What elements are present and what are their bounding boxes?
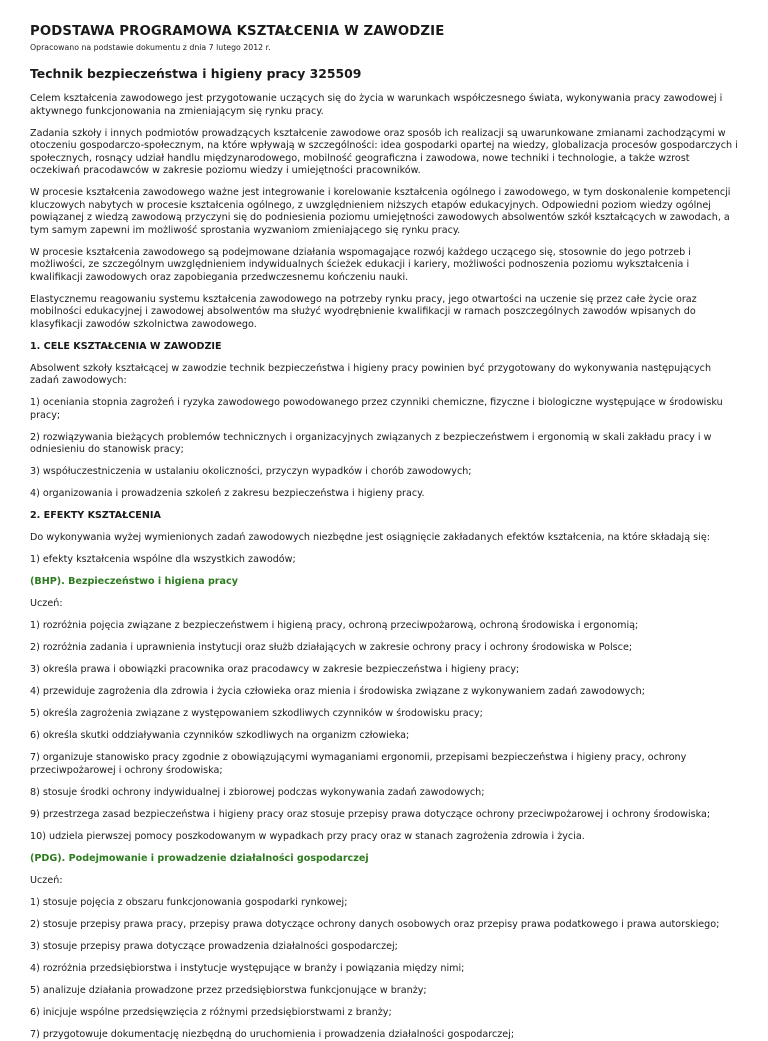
bhp-list-item: 9) przestrzega zasad bezpieczeństwa i higieny pracy oraz stosuje przepisy prawa dotyczące ochrony przeciwpożarowej i ochrony środowiska; [30,809,738,822]
intro-paragraph: Elastycznemu reagowaniu systemu kształcenia zawodowego na potrzeby rynku pracy, jego otwartości na uczenie się przez całe życie oraz mobilności edukacyjnej i zawodowej absolwentów ma służyć wyodrębnienie kwalifikacji w ramach poszczególnych zawodów wpisanych do klasyfikacji zawodów szkolnictwa zawodowego. [30,294,738,332]
pdg-list-item: 1) stosuje pojęcia z obszaru funkcjonowania gospodarki rynkowej; [30,897,738,910]
document-source-note: Opracowano na podstawie dokumentu z dnia 7 lutego 2012 r. [30,43,738,52]
pdg-list-item: 3) stosuje przepisy prawa dotyczące prowadzenia działalności gospodarczej; [30,941,738,954]
section-heading-effects: 2. EFEKTY KSZTAŁCENIA [30,510,738,523]
bhp-list-item: 10) udziela pierwszej pomocy poszkodowanym w wypadkach przy pracy oraz w stanach zagrożenia zdrowia i życia. [30,831,738,844]
intro-paragraph: Zadania szkoły i innych podmiotów prowadzących kształcenie zawodowe oraz sposób ich realizacji są uwarunkowane zmianami zachodzącymi w otoczeniu gospodarczo-społecznym, na które wpływają w szczególności: idea gospodarki opartej na wiedzy, globalizacja procesów gospodarczych i społecznych, rosnący udział handlu międzynarodowego, mobilność geograficzna i zawodowa, nowe techniki i technologie, a także wzrost oczekiwań pracodawców w zakresie poziomu wiedzy i umiejętności pracowników. [30,128,738,178]
effects-lead: Do wykonywania wyżej wymienionych zadań zawodowych niezbędne jest osiągnięcie zakładanych efektów kształcenia, na które składają się: [30,532,738,545]
pdg-list-item: 5) analizuje działania prowadzone przez przedsiębiorstwa funkcjonujące w branży; [30,985,738,998]
pdg-student-label: Uczeń: [30,875,738,888]
bhp-heading: (BHP). Bezpieczeństwo i higiena pracy [30,576,738,589]
bhp-list-item: 7) organizuje stanowisko pracy zgodnie z obowiązującymi wymaganiami ergonomii, przepisami bezpieczeństwa i higieny pracy, ochrony przeciwpożarowej i ochrony środowiska; [30,752,738,777]
bhp-list-item: 6) określa skutki oddziaływania czynników szkodliwych na organizm człowieka; [30,730,738,743]
intro-paragraph: W procesie kształcenia zawodowego ważne jest integrowanie i korelowanie kształcenia ogólnego i zawodowego, w tym doskonalenie kompetencji kluczowych nabytych w procesie kształcenia ogólnego, z uwzględnieniem niższych etapów edukacyjnych. Odpowiedni poziom wiedzy ogólnej powiązanej z wiedzą zawodową przyczyni się do podniesienia poziomu umiejętności zawodowych absolwentów szkół kształcących w zawodach, a tym samym zapewni im możliwość sprostania wyzwaniom zmieniającego się rynku pracy. [30,187,738,237]
effects-sublead: 1) efekty kształcenia wspólne dla wszystkich zawodów; [30,554,738,567]
pdg-heading: (PDG). Podejmowanie i prowadzenie działalności gospodarczej [30,853,738,866]
pdg-list-item: 7) przygotowuje dokumentację niezbędną do uruchomienia i prowadzenia działalności gospodarczej; [30,1029,738,1041]
bhp-student-label: Uczeń: [30,598,738,611]
pdg-list-item: 4) rozróżnia przedsiębiorstwa i instytucje występujące w branży i powiązania między nimi; [30,963,738,976]
goals-list-item: 1) oceniania stopnia zagrożeń i ryzyka zawodowego powodowanego przez czynniki chemiczne, fizyczne i biologiczne występujące w środowisku pracy; [30,397,738,422]
bhp-list-item: 8) stosuje środki ochrony indywidualnej i zbiorowej podczas wykonywania zadań zawodowych; [30,787,738,800]
intro-paragraph: Celem kształcenia zawodowego jest przygotowanie uczących się do życia w warunkach współczesnego świata, wykonywania pracy zawodowej i aktywnego funkcjonowania na zmieniającym się rynku pracy. [30,93,738,118]
profession-title: Technik bezpieczeństwa i higieny pracy 325509 [30,66,738,81]
goals-lead: Absolwent szkoły kształcącej w zawodzie technik bezpieczeństwa i higieny pracy powinien być przygotowany do wykonywania następujących zadań zawodowych: [30,363,738,388]
goals-list-item: 2) rozwiązywania bieżących problemów technicznych i organizacyjnych związanych z bezpieczeństwem i ergonomią w skali zakładu pracy i w odniesieniu do stanowisk pracy; [30,432,738,457]
bhp-list-item: 1) rozróżnia pojęcia związane z bezpieczeństwem i higieną pracy, ochroną przeciwpożarową, ochroną środowiska i ergonomią; [30,620,738,633]
document-title: PODSTAWA PROGRAMOWA KSZTAŁCENIA W ZAWODZIE [30,24,738,39]
section-heading-goals: 1. CELE KSZTAŁCENIA W ZAWODZIE [30,341,738,354]
bhp-list-item: 4) przewiduje zagrożenia dla zdrowia i życia człowieka oraz mienia i środowiska związane z wykonywaniem zadań zawodowych; [30,686,738,699]
pdg-list-item: 6) inicjuje wspólne przedsięwzięcia z różnymi przedsiębiorstwami z branży; [30,1007,738,1020]
goals-list-item: 4) organizowania i prowadzenia szkoleń z zakresu bezpieczeństwa i higieny pracy. [30,488,738,501]
bhp-list-item: 3) określa prawa i obowiązki pracownika oraz pracodawcy w zakresie bezpieczeństwa i higieny pracy; [30,664,738,677]
pdg-list-item: 2) stosuje przepisy prawa pracy, przepisy prawa dotyczące ochrony danych osobowych oraz przepisy prawa podatkowego i prawa autorskiego; [30,919,738,932]
intro-paragraph: W procesie kształcenia zawodowego są podejmowane działania wspomagające rozwój każdego uczącego się, stosownie do jego potrzeb i możliwości, ze szczególnym uwzględnieniem indywidualnych ścieżek edukacji i kariery, możliwości podnoszenia poziomu wykształcenia i kwalifikacji zawodowych oraz zapobiegania przedwczesnemu kończeniu nauki. [30,247,738,285]
bhp-list-item: 2) rozróżnia zadania i uprawnienia instytucji oraz służb działających w zakresie ochrony pracy i ochrony środowiska w Polsce; [30,642,738,655]
bhp-list-item: 5) określa zagrożenia związane z występowaniem szkodliwych czynników w środowisku pracy; [30,708,738,721]
goals-list-item: 3) współuczestniczenia w ustalaniu okoliczności, przyczyn wypadków i chorób zawodowych; [30,466,738,479]
